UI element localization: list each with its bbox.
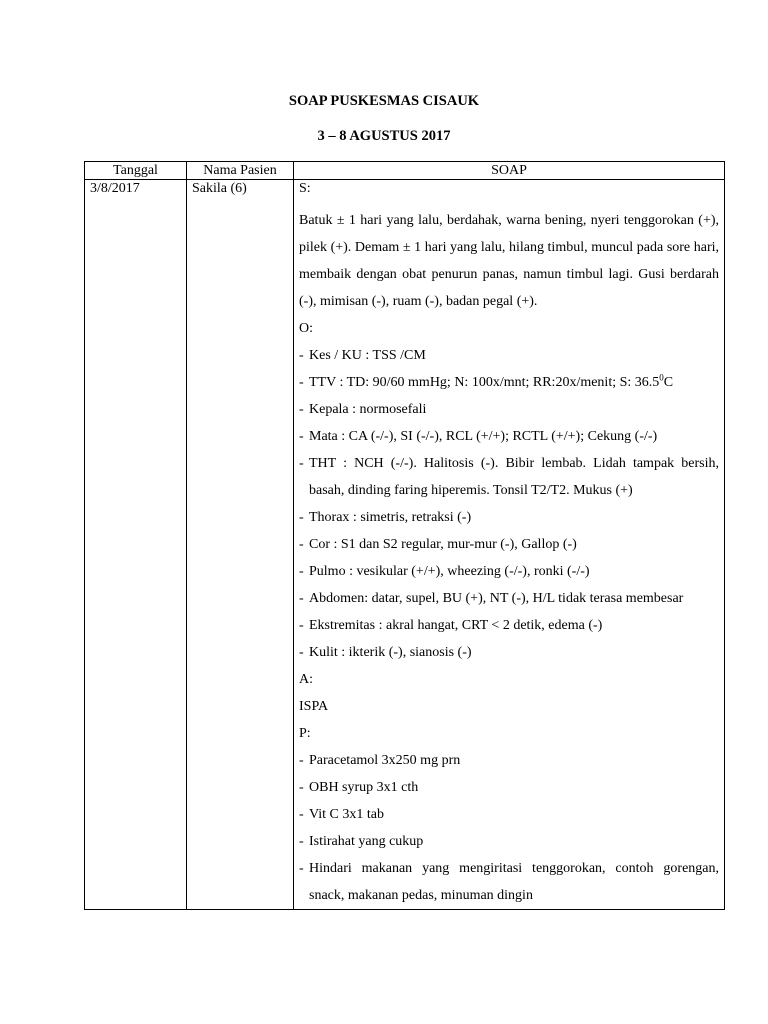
objective-item-ttv: - TTV : TD: 90/60 mmHg; N: 100x/mnt; RR:20x/menit; S: 36.5$^0$C [299, 372, 674, 390]
plan-item: - Istirahat yang cukup [299, 834, 424, 849]
objective-item: - Kes / KU : TSS /CM [299, 348, 426, 363]
assessment-label: A: [299, 672, 313, 687]
plan-item: - Vit C 3x1 tab [299, 807, 384, 822]
subjective-text: Batuk ± 1 hari yang lalu, berdahak, warna bening, nyeri tenggorokan (+), pilek (+). Demam ± 1 hari yang lalu, hilang timbul, muncul pada sore hari, membaik dengan obat penurun panas, namun timbul lagi. Gusi berdarah (-), mimisan (-), ruam (-), badan pegal (+). [299, 213, 719, 309]
plan-item: - Hindari makanan yang mengiritasi tenggorokan, contoh gorengan, snack, makanan pedas, minuman dingin [299, 861, 719, 903]
objective-item: - Cor : S1 dan S2 regular, mur-mur (-), Gallop (-) [299, 537, 577, 552]
header-soap: SOAP [294, 162, 725, 180]
objective-item: - Pulmo : vesikular (+/+), wheezing (-/-), ronki (-/-) [299, 564, 590, 579]
objective-item: - Thorax : simetris, retraksi (-) [299, 510, 472, 525]
objective-item: - Abdomen: datar, supel, BU (+), NT (-), H/L tidak terasa membesar [299, 591, 684, 606]
document-subtitle: 3 – 8 AGUSTUS 2017 [317, 128, 451, 144]
objective-item: - Ekstremitas : akral hangat, CRT < 2 detik, edema (-) [299, 618, 603, 633]
degree-superscript: 0 [659, 372, 664, 383]
objective-item: - Kepala : normosefali [299, 402, 427, 417]
plan-item: - OBH syrup 3x1 cth [299, 780, 419, 795]
header-nama-pasien: Nama Pasien [187, 162, 294, 180]
cell-nama-pasien: Sakila (6) [187, 180, 294, 910]
plan-item: - Paracetamol 3x250 mg prn [299, 753, 461, 768]
cell-tanggal: 3/8/2017 [85, 180, 187, 910]
objective-item: - Kulit : ikterik (-), sianosis (-) [299, 645, 472, 660]
table-row [85, 180, 725, 910]
table-header-row [85, 162, 725, 180]
objective-item: - Mata : CA (-/-), SI (-/-), RCL (+/+); RCTL (+/+); Cekung (-/-) [299, 429, 658, 444]
cell-soap [294, 180, 725, 910]
objective-label: O: [299, 321, 313, 336]
document-title: SOAP PUSKESMAS CISAUK [288, 93, 480, 109]
plan-label: P: [299, 726, 311, 741]
soap-table [84, 161, 725, 910]
assessment-text: ISPA [299, 699, 329, 714]
objective-item: - THT : NCH (-/-). Halitosis (-). Bibir lembab. Lidah tampak bersih, basah, dinding faring hiperemis. Tonsil T2/T2. Mukus (+) [299, 456, 719, 498]
subjective-label: S: [299, 181, 311, 196]
header-tanggal: Tanggal [85, 162, 187, 180]
